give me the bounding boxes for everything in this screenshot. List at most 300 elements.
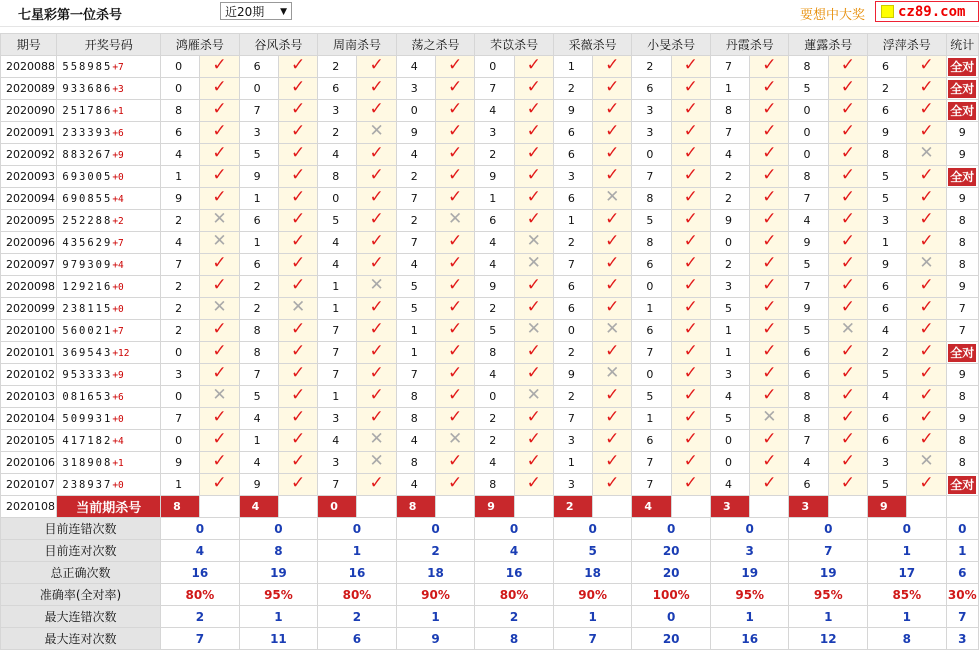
check-icon: ✓	[526, 429, 541, 449]
check-icon: ✓	[605, 55, 620, 75]
kill-number: 6	[632, 320, 671, 342]
top-bar	[0, 0, 979, 27]
header-expert[interactable]: 浮萍杀号	[868, 34, 947, 56]
summary-value: 9	[396, 628, 475, 650]
result-cell	[750, 144, 789, 166]
result-cell	[671, 210, 710, 232]
check-icon: ✓	[526, 209, 541, 229]
period-cell: 2020096	[1, 232, 57, 254]
kill-number: 0	[632, 276, 671, 298]
check-icon: ✓	[369, 187, 384, 207]
check-icon: ✓	[840, 121, 856, 141]
kill-number: 6	[868, 276, 907, 298]
check-icon: ✓	[762, 99, 777, 119]
result-cell	[436, 364, 475, 386]
check-icon: ✓	[840, 451, 856, 471]
kill-number: 7	[239, 100, 278, 122]
kill-number: 5	[396, 298, 435, 320]
summary-value: 80%	[318, 584, 397, 606]
result-cell	[436, 232, 475, 254]
stat-cell	[946, 474, 978, 496]
check-icon: ✓	[605, 77, 620, 97]
result-cell	[750, 408, 789, 430]
result-cell	[750, 210, 789, 232]
kill-number: 4	[475, 452, 514, 474]
check-icon: ✓	[290, 275, 306, 295]
draw-digits: 252288	[62, 214, 113, 227]
summary-value: 2	[396, 540, 475, 562]
check-icon: ✓	[526, 473, 541, 493]
kill-number: 8	[396, 408, 435, 430]
result-cell	[200, 166, 239, 188]
table-row	[1, 364, 979, 386]
header-expert[interactable]: 芣苡杀号	[475, 34, 554, 56]
table-header-row	[1, 34, 979, 56]
result-cell	[278, 166, 317, 188]
logo-text: cz89.com	[898, 3, 966, 20]
result-cell	[278, 254, 317, 276]
check-icon: ✓	[448, 473, 463, 493]
result-cell	[278, 452, 317, 474]
check-icon: ✓	[840, 55, 856, 75]
result-cell	[593, 298, 632, 320]
draw-cell	[57, 452, 161, 474]
kill-number: 2	[632, 56, 671, 78]
summary-stat: 30%	[946, 584, 978, 606]
check-icon: ✓	[762, 473, 777, 493]
draw-cell	[57, 320, 161, 342]
result-cell	[671, 144, 710, 166]
check-icon: ✓	[762, 275, 777, 295]
check-icon: ✓	[290, 99, 306, 119]
summary-label: 目前连对次数	[1, 540, 161, 562]
kill-number: 1	[710, 78, 749, 100]
kill-number: 0	[789, 122, 828, 144]
cross-icon: ✕	[762, 407, 777, 427]
kill-number: 9	[161, 452, 200, 474]
header-expert[interactable]: 谷风杀号	[239, 34, 318, 56]
kill-number: 4	[161, 144, 200, 166]
draw-cell	[57, 210, 161, 232]
header-expert[interactable]: 周南杀号	[318, 34, 397, 56]
current-kill-number: 8	[161, 496, 200, 518]
check-icon: ✓	[683, 319, 698, 339]
draw-tail: +0	[112, 281, 124, 293]
summary-value: 0	[632, 518, 711, 540]
result-cell	[514, 100, 553, 122]
summary-value: 17	[868, 562, 947, 584]
result-cell	[514, 232, 553, 254]
result-cell	[750, 452, 789, 474]
summary-value: 1	[553, 606, 632, 628]
draw-digits: 558985	[62, 60, 113, 73]
period-cell: 2020103	[1, 386, 57, 408]
check-icon: ✓	[526, 121, 541, 141]
draw-tail: +0	[112, 303, 124, 315]
check-icon: ✓	[526, 297, 541, 317]
check-icon: ✓	[919, 407, 934, 427]
header-expert[interactable]: 丹霞杀号	[710, 34, 789, 56]
kill-number: 4	[789, 210, 828, 232]
kill-number: 0	[475, 56, 514, 78]
summary-row	[1, 540, 979, 562]
table-row	[1, 166, 979, 188]
result-cell	[357, 474, 396, 496]
kill-number: 0	[789, 144, 828, 166]
result-cell	[828, 452, 867, 474]
period-cell: 2020094	[1, 188, 57, 210]
stat-cell: 8	[946, 430, 978, 452]
kill-number: 4	[239, 408, 278, 430]
check-icon: ✓	[290, 385, 306, 405]
check-icon: ✓	[605, 143, 620, 163]
kill-number: 5	[789, 320, 828, 342]
check-icon: ✓	[840, 297, 856, 317]
all-correct-badge: 全对	[950, 169, 975, 184]
kill-number: 9	[475, 276, 514, 298]
result-cell	[593, 56, 632, 78]
check-icon: ✓	[605, 473, 620, 493]
current-kill-number: 3	[710, 496, 749, 518]
draw-cell	[57, 254, 161, 276]
result-cell	[278, 232, 317, 254]
check-icon: ✓	[369, 253, 384, 273]
summary-value: 100%	[632, 584, 711, 606]
check-icon: ✓	[840, 143, 856, 163]
summary-value: 1	[239, 606, 318, 628]
kill-number: 1	[318, 386, 357, 408]
result-cell	[514, 320, 553, 342]
result-cell	[593, 122, 632, 144]
check-icon: ✓	[448, 99, 463, 119]
kill-number: 3	[161, 364, 200, 386]
cross-icon: ✕	[369, 429, 384, 449]
result-cell	[514, 78, 553, 100]
check-icon: ✓	[919, 55, 934, 75]
result-cell	[593, 232, 632, 254]
site-logo[interactable]	[875, 1, 979, 22]
draw-cell	[57, 276, 161, 298]
result-cell	[436, 254, 475, 276]
kill-number: 4	[868, 320, 907, 342]
current-empty-cell	[436, 496, 475, 518]
result-cell	[750, 122, 789, 144]
check-icon: ✓	[448, 297, 463, 317]
kill-number: 4	[396, 144, 435, 166]
check-icon: ✓	[919, 429, 934, 449]
draw-tail: +7	[112, 325, 124, 337]
check-icon: ✓	[448, 385, 463, 405]
kill-number: 2	[161, 210, 200, 232]
draw-tail: +4	[112, 193, 124, 205]
all-correct-badge: 全对	[950, 103, 975, 118]
result-cell	[278, 320, 317, 342]
check-icon: ✓	[840, 275, 856, 295]
check-icon: ✓	[919, 77, 934, 97]
kill-number: 2	[396, 166, 435, 188]
kill-number: 4	[396, 56, 435, 78]
check-icon: ✓	[369, 231, 384, 251]
check-icon: ✓	[683, 275, 698, 295]
draw-tail: +0	[112, 171, 124, 183]
kill-number: 7	[710, 56, 749, 78]
kill-number-table	[0, 33, 979, 650]
summary-value: 20	[632, 628, 711, 650]
kill-number: 3	[553, 474, 592, 496]
result-cell	[671, 474, 710, 496]
result-cell	[593, 254, 632, 276]
check-icon: ✓	[762, 253, 777, 273]
check-icon: ✓	[290, 473, 306, 493]
summary-stat: 6	[946, 562, 978, 584]
result-cell	[907, 144, 946, 166]
summary-value: 80%	[475, 584, 554, 606]
check-icon: ✓	[605, 429, 620, 449]
check-icon: ✓	[762, 385, 777, 405]
table-row	[1, 298, 979, 320]
draw-cell	[57, 408, 161, 430]
result-cell	[357, 210, 396, 232]
current-empty-cell	[357, 496, 396, 518]
kill-number: 0	[710, 452, 749, 474]
period-cell: 2020105	[1, 430, 57, 452]
kill-number: 5	[318, 210, 357, 232]
draw-tail: +0	[112, 413, 124, 425]
cross-icon: ✕	[605, 319, 620, 339]
result-cell	[514, 474, 553, 496]
result-cell	[750, 474, 789, 496]
result-cell	[750, 298, 789, 320]
table-row	[1, 408, 979, 430]
check-icon: ✓	[290, 209, 306, 229]
check-icon: ✓	[526, 99, 541, 119]
kill-number: 7	[318, 364, 357, 386]
kill-number: 6	[553, 276, 592, 298]
kill-number: 0	[161, 386, 200, 408]
range-select-value: 近20期	[225, 5, 265, 19]
kill-number: 4	[710, 386, 749, 408]
draw-digits: 417182	[62, 434, 113, 447]
draw-cell	[57, 188, 161, 210]
kill-number: 3	[868, 210, 907, 232]
check-icon: ✓	[919, 165, 934, 185]
kill-number: 2	[239, 276, 278, 298]
current-empty-cell	[200, 496, 239, 518]
kill-number: 1	[710, 320, 749, 342]
result-cell	[750, 254, 789, 276]
summary-value: 80%	[161, 584, 240, 606]
check-icon: ✓	[840, 209, 856, 229]
draw-tail: +6	[112, 391, 124, 403]
header-draw: 开奖号码	[57, 34, 161, 56]
check-icon: ✓	[448, 451, 463, 471]
draw-cell	[57, 342, 161, 364]
header-expert[interactable]: 荡之杀号	[396, 34, 475, 56]
result-cell	[671, 430, 710, 452]
kill-number: 9	[868, 254, 907, 276]
stat-cell: 7	[946, 298, 978, 320]
kill-number: 0	[161, 56, 200, 78]
result-cell	[200, 100, 239, 122]
result-cell	[436, 56, 475, 78]
kill-number: 5	[632, 210, 671, 232]
draw-digits: 369543	[62, 346, 113, 359]
check-icon: ✓	[919, 209, 934, 229]
result-cell	[514, 188, 553, 210]
result-cell	[593, 210, 632, 232]
result-cell	[593, 276, 632, 298]
check-icon: ✓	[526, 187, 541, 207]
header-stat: 统计	[946, 34, 978, 56]
header-expert[interactable]: 鸿雁杀号	[161, 34, 240, 56]
kill-number: 1	[868, 232, 907, 254]
summary-value: 0	[318, 518, 397, 540]
result-cell	[593, 386, 632, 408]
cross-icon: ✕	[212, 231, 227, 251]
result-cell	[593, 166, 632, 188]
check-icon: ✓	[290, 121, 306, 141]
result-cell	[593, 474, 632, 496]
draw-digits: 560021	[62, 324, 113, 337]
result-cell	[436, 166, 475, 188]
range-select[interactable]	[220, 2, 292, 20]
kill-number: 0	[161, 78, 200, 100]
result-cell	[828, 386, 867, 408]
header-expert[interactable]: 小旻杀号	[632, 34, 711, 56]
result-cell	[436, 430, 475, 452]
result-cell	[907, 298, 946, 320]
summary-value: 0	[239, 518, 318, 540]
summary-value: 3	[710, 540, 789, 562]
cross-icon: ✕	[605, 187, 620, 207]
summary-row	[1, 518, 979, 540]
kill-number: 1	[239, 232, 278, 254]
draw-tail: +1	[112, 105, 124, 117]
summary-value: 5	[553, 540, 632, 562]
all-correct-badge: 全对	[950, 345, 975, 360]
result-cell	[514, 386, 553, 408]
stat-cell: 7	[946, 320, 978, 342]
kill-number: 3	[239, 122, 278, 144]
result-cell	[514, 166, 553, 188]
kill-number: 7	[710, 122, 749, 144]
result-cell	[907, 188, 946, 210]
kill-number: 6	[789, 474, 828, 496]
result-cell	[907, 254, 946, 276]
cross-icon: ✕	[919, 253, 934, 273]
check-icon: ✓	[762, 55, 777, 75]
result-cell	[514, 122, 553, 144]
kill-number: 1	[396, 342, 435, 364]
result-cell	[671, 342, 710, 364]
check-icon: ✓	[683, 363, 698, 383]
result-cell	[357, 386, 396, 408]
period-cell: 2020099	[1, 298, 57, 320]
kill-number: 2	[868, 342, 907, 364]
kill-number: 2	[710, 166, 749, 188]
kill-number: 2	[396, 210, 435, 232]
kill-number: 3	[553, 430, 592, 452]
check-icon: ✓	[212, 165, 227, 185]
header-expert[interactable]: 采薇杀号	[553, 34, 632, 56]
check-icon: ✓	[840, 407, 856, 427]
kill-number: 8	[710, 100, 749, 122]
summary-row	[1, 628, 979, 650]
draw-tail: +4	[112, 435, 124, 447]
kill-number: 6	[632, 254, 671, 276]
kill-number: 2	[475, 298, 514, 320]
period-cell: 2020092	[1, 144, 57, 166]
check-icon: ✓	[605, 451, 620, 471]
check-icon: ✓	[683, 429, 698, 449]
header-expert[interactable]: 蓮露杀号	[789, 34, 868, 56]
result-cell	[357, 320, 396, 342]
promo-text[interactable]: 要想中大奖	[800, 8, 866, 23]
kill-number: 8	[396, 386, 435, 408]
period-cell: 2020091	[1, 122, 57, 144]
kill-number: 4	[475, 232, 514, 254]
check-icon: ✓	[212, 319, 227, 339]
result-cell	[593, 144, 632, 166]
result-cell	[593, 430, 632, 452]
check-icon: ✓	[369, 99, 384, 119]
kill-number: 0	[632, 364, 671, 386]
draw-tail: +0	[112, 479, 124, 491]
cross-icon: ✕	[526, 319, 541, 339]
kill-number: 2	[318, 122, 357, 144]
period-cell: 2020088	[1, 56, 57, 78]
kill-number: 0	[318, 188, 357, 210]
kill-number: 8	[789, 408, 828, 430]
current-kill-number: 4	[239, 496, 278, 518]
kill-number: 1	[161, 166, 200, 188]
check-icon: ✓	[290, 363, 306, 383]
summary-value: 90%	[396, 584, 475, 606]
kill-number: 2	[553, 78, 592, 100]
summary-stat: 0	[946, 518, 978, 540]
kill-number: 8	[318, 166, 357, 188]
check-icon: ✓	[369, 363, 384, 383]
period-cell: 2020106	[1, 452, 57, 474]
logo-square-icon	[881, 5, 894, 18]
check-icon: ✓	[212, 407, 227, 427]
result-cell	[278, 474, 317, 496]
period-cell: 2020089	[1, 78, 57, 100]
table-row	[1, 474, 979, 496]
check-icon: ✓	[840, 363, 856, 383]
summary-value: 7	[553, 628, 632, 650]
result-cell	[436, 298, 475, 320]
check-icon: ✓	[448, 407, 463, 427]
result-cell	[907, 100, 946, 122]
kill-number: 6	[868, 100, 907, 122]
kill-number: 7	[396, 232, 435, 254]
kill-number: 9	[868, 122, 907, 144]
check-icon: ✓	[840, 231, 856, 251]
summary-row	[1, 562, 979, 584]
cross-icon: ✕	[290, 297, 306, 317]
kill-number: 6	[868, 298, 907, 320]
result-cell	[278, 430, 317, 452]
current-period: 2020108	[1, 496, 57, 518]
result-cell	[907, 56, 946, 78]
result-cell	[907, 408, 946, 430]
kill-number: 7	[789, 430, 828, 452]
kill-number: 6	[632, 78, 671, 100]
kill-number: 2	[161, 298, 200, 320]
summary-row	[1, 584, 979, 606]
cross-icon: ✕	[605, 363, 620, 383]
